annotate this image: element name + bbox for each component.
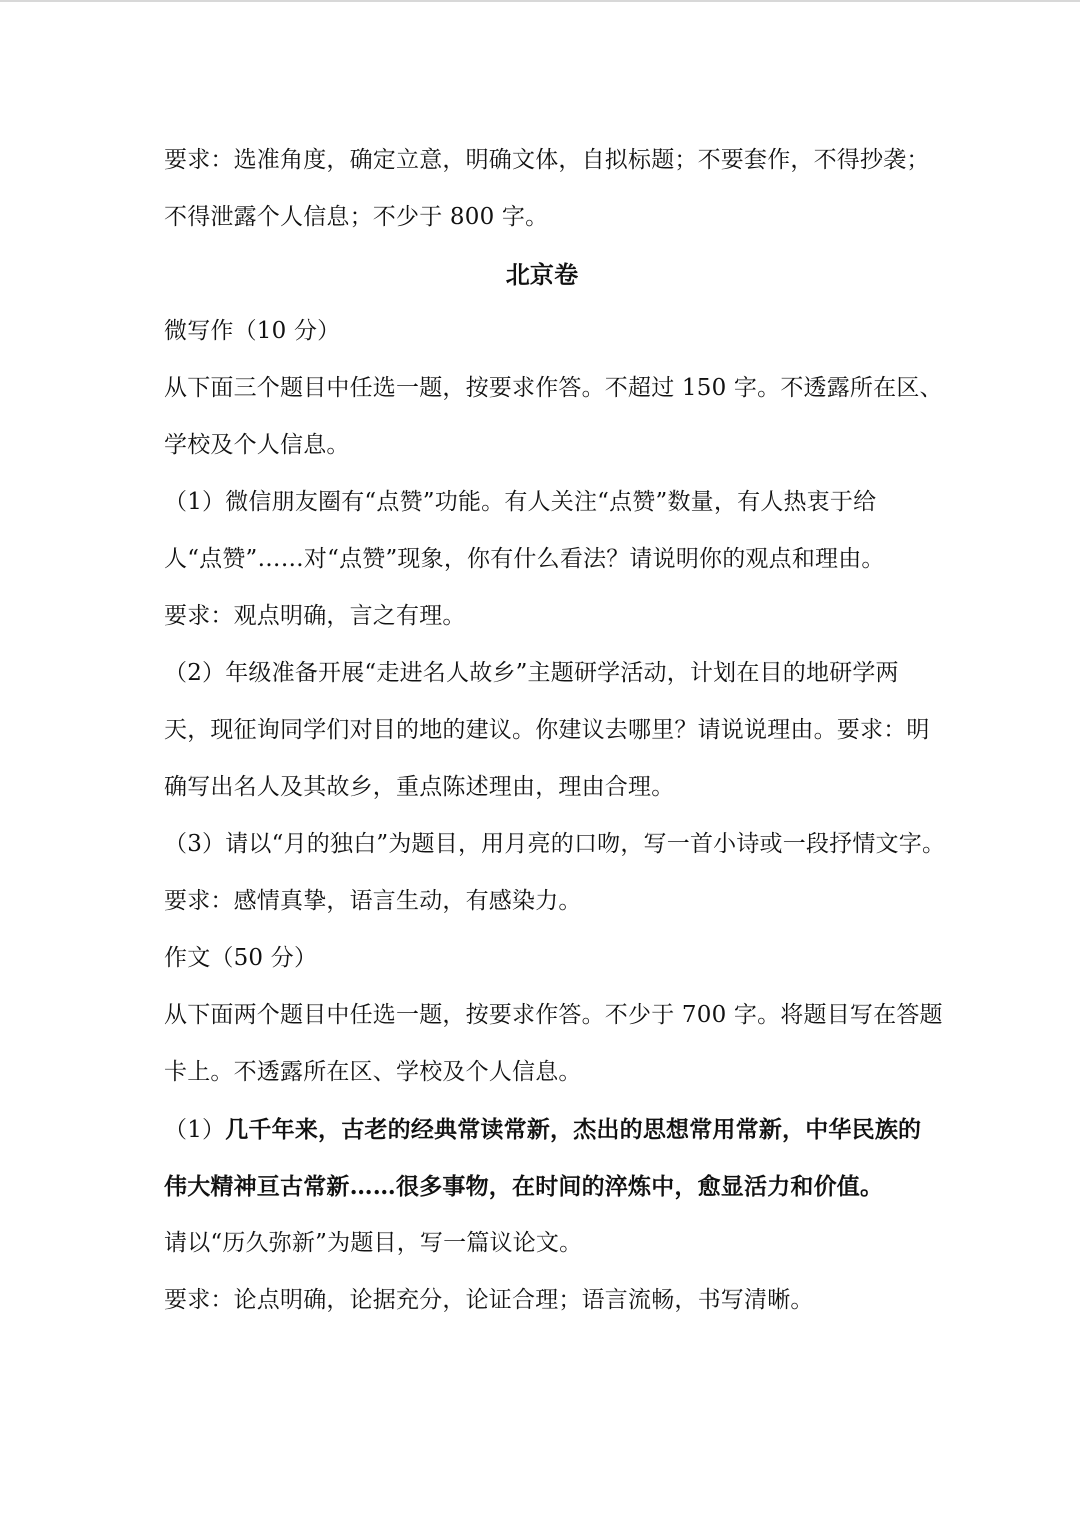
requirement-line-1: 要求：选准角度，确定立意，明确文体，自拟标题；不要套作，不得抄袭； <box>164 147 930 173</box>
essay-topic-1-prompt: 请以“历久弥新”为题目，写一篇议论文。 <box>164 1230 583 1256</box>
micro-topic-2-line-3: 确写出名人及其故乡，重点陈述理由，理由合理。 <box>164 774 675 800</box>
essay-heading: 作文（50 分） <box>164 945 318 971</box>
micro-writing-instruction-2: 学校及个人信息。 <box>164 432 350 458</box>
essay-topic-1-number: （1） <box>164 1117 226 1143</box>
micro-topic-1-line-2: 人“点赞”……对“点赞”现象，你有什么看法？请说明你的观点和理由。 <box>164 546 885 572</box>
top-rule <box>0 0 1080 2</box>
section-title-beijing: 北京卷 <box>505 260 579 289</box>
micro-topic-2-line-1: （2）年级准备开展“走进名人故乡”主题研学活动，计划在目的地研学两 <box>164 660 899 686</box>
essay-instruction-2: 卡上。不透露所在区、学校及个人信息。 <box>164 1059 582 1085</box>
micro-writing-heading: 微写作（10 分） <box>164 318 341 344</box>
requirement-line-2: 不得泄露个人信息；不少于 800 字。 <box>164 204 549 230</box>
micro-topic-2-line-2: 天，现征询同学们对目的地的建议。你建议去哪里？请说说理由。要求：明 <box>164 717 930 743</box>
document-page <box>164 132 946 1329</box>
micro-topic-3-requirement: 要求：感情真挚，语言生动，有感染力。 <box>164 888 582 914</box>
essay-instruction-1: 从下面两个题目中任选一题，按要求作答。不少于 700 字。将题目写在答题 <box>164 1002 943 1028</box>
micro-topic-3-line-1: （3）请以“月的独白”为题目，用月亮的口吻，写一首小诗或一段抒情文字。 <box>164 831 946 857</box>
micro-topic-1-line-1: （1）微信朋友圈有“点赞”功能。有人关注“点赞”数量，有人热衷于给 <box>164 489 877 515</box>
essay-topic-1-line-1 <box>164 1101 920 1158</box>
micro-topic-1-requirement: 要求：观点明确，言之有理。 <box>164 603 466 629</box>
micro-writing-instruction-1: 从下面三个题目中任选一题，按要求作答。不超过 150 字。不透露所在区、 <box>164 375 943 401</box>
essay-topic-1-bold-text-1: 几千年来，古老的经典常读常新，杰出的思想常用常新，中华民族的 <box>225 1116 922 1143</box>
essay-topic-1-requirement: 要求：论点明确，论据充分，论证合理；语言流畅，书写清晰。 <box>164 1287 814 1313</box>
essay-topic-1-line-2: 伟大精神亘古常新……很多事物，在时间的淬炼中，愈显活力和价值。 <box>164 1173 884 1200</box>
